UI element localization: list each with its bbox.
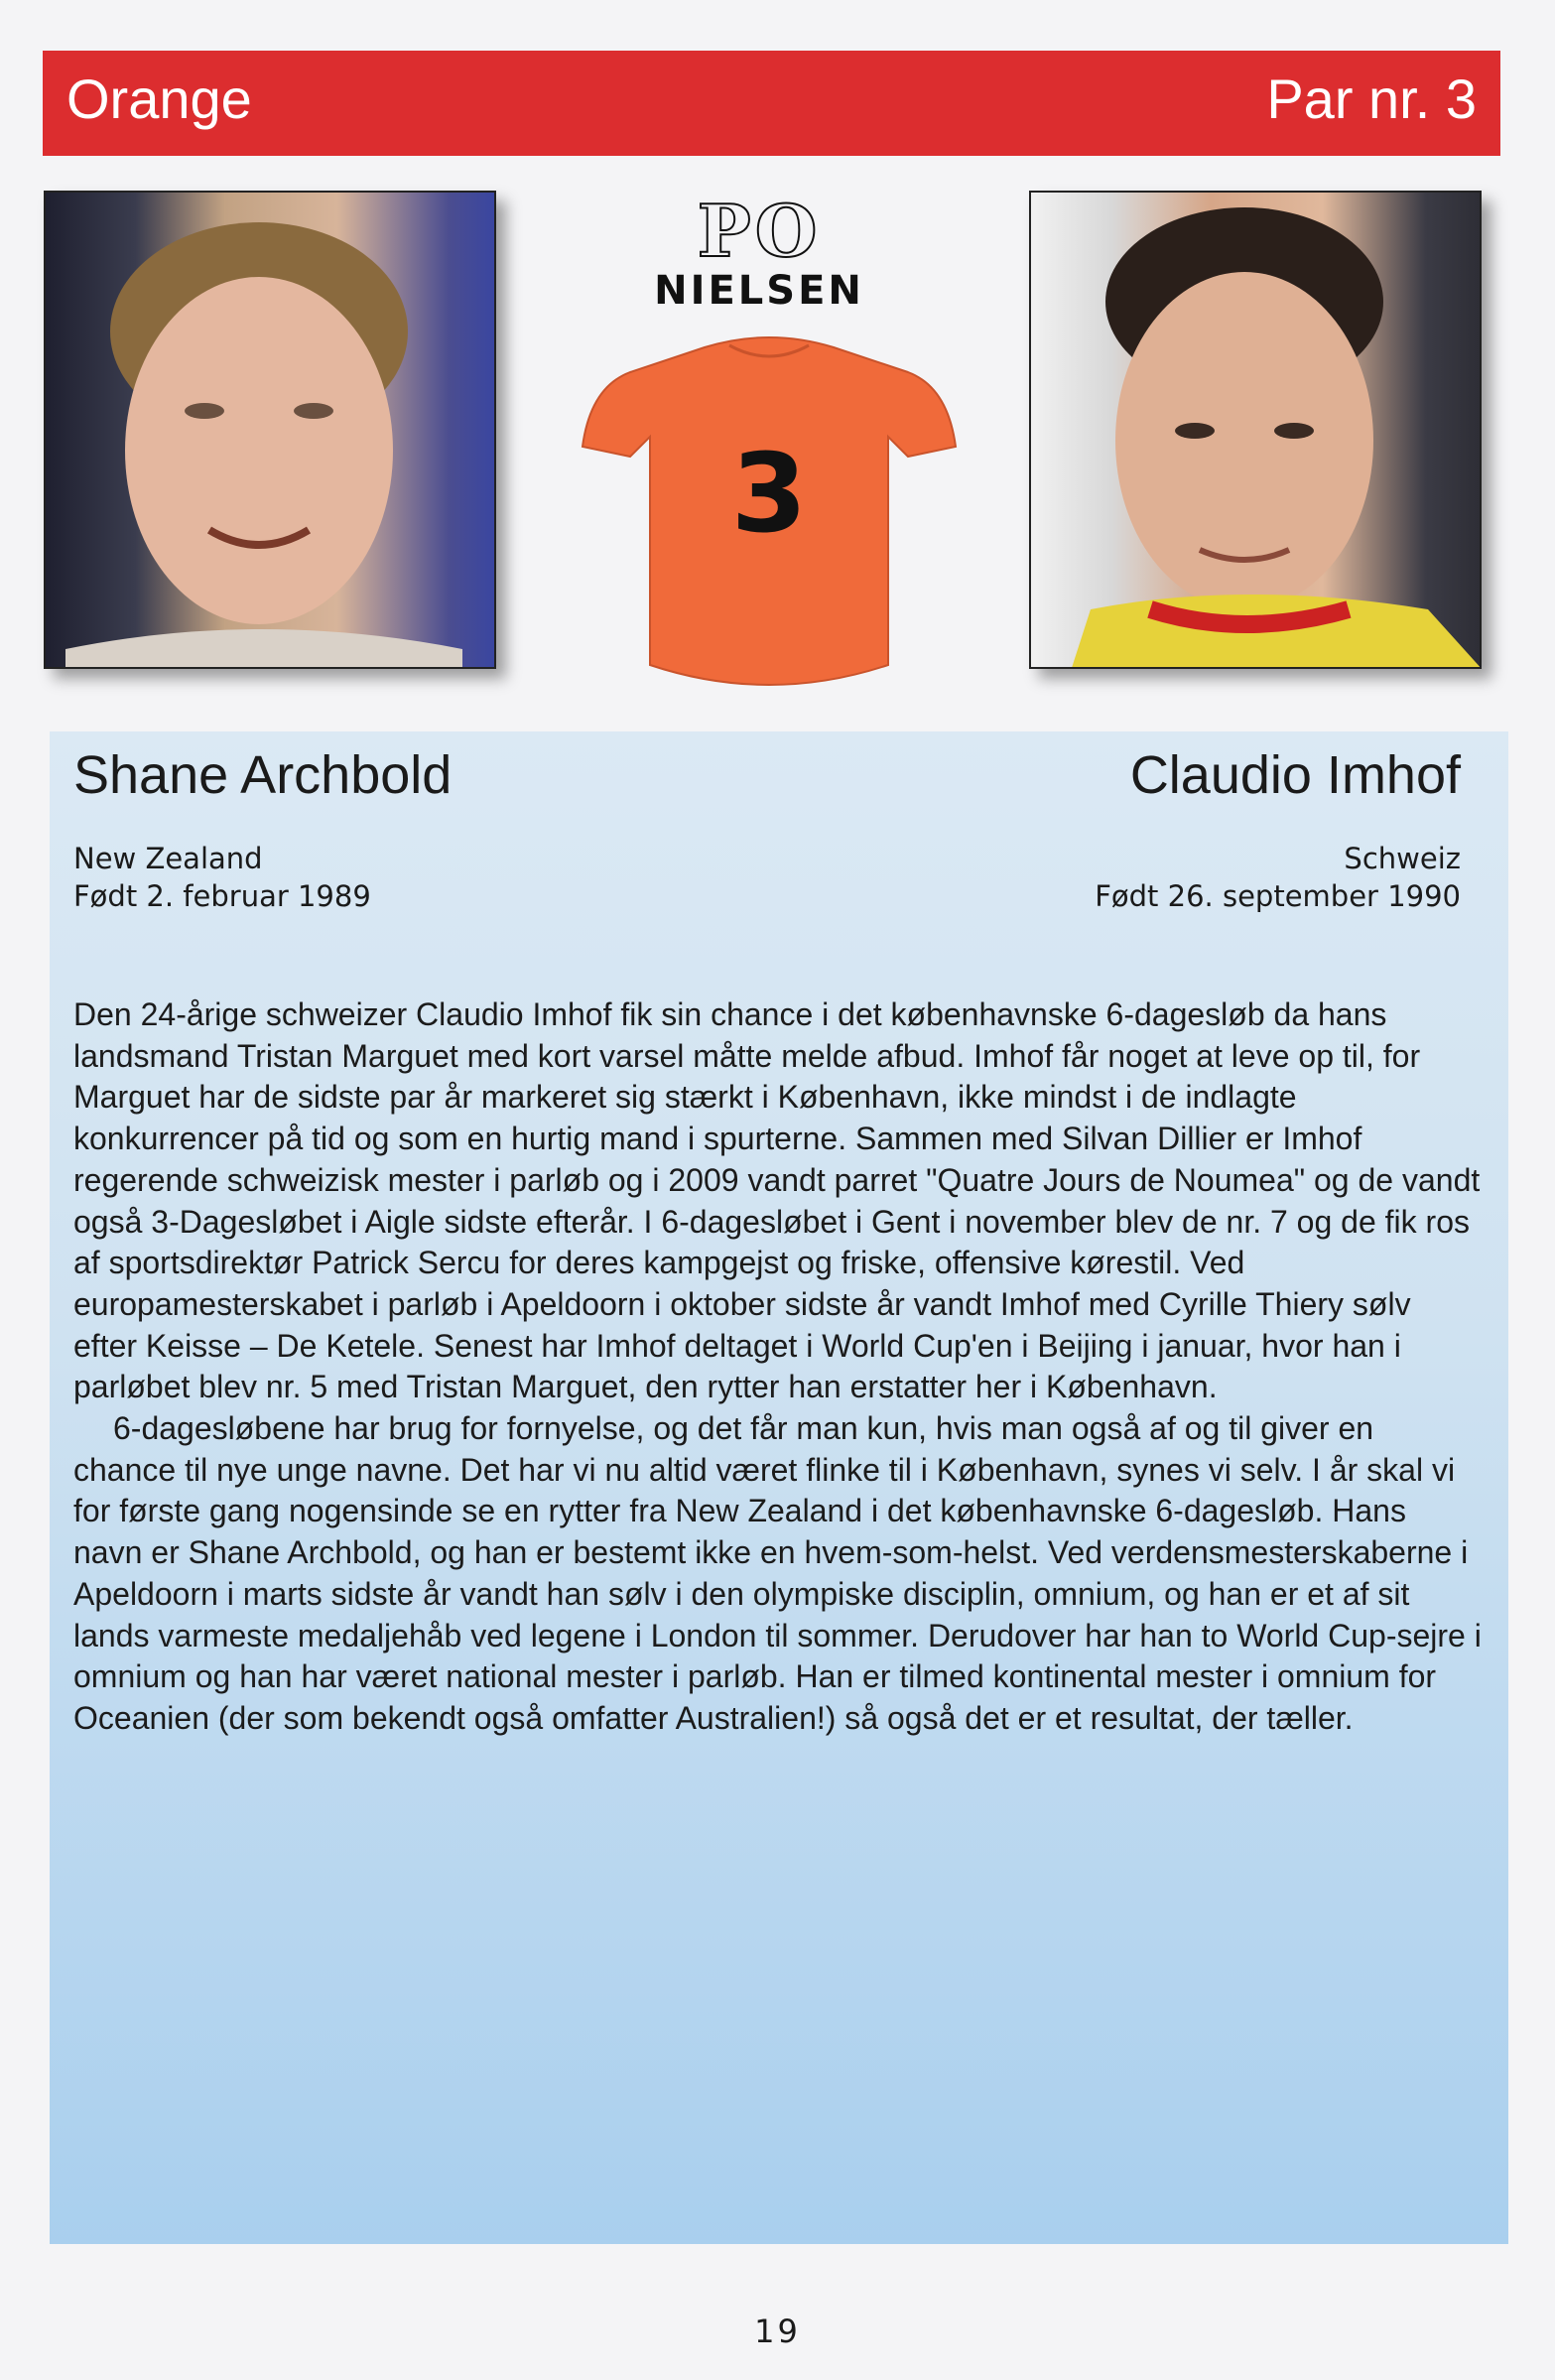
- rider-country-right: Schweiz: [1344, 842, 1461, 875]
- rider-name-left: Shane Archbold: [73, 745, 453, 805]
- preben-nielsen-logo: [615, 189, 903, 314]
- rider-info-left: [73, 840, 371, 915]
- rider-info-right: [1095, 840, 1461, 915]
- logo-mark: PO: [697, 189, 822, 273]
- jersey-illustration: [581, 328, 958, 695]
- page-number: 19: [754, 2313, 801, 2350]
- article-paragraph-1: Den 24-årige schweizer Claudio Imhof fik sin chance i det københavnske 6-dagesløb da hans landsmand Tristan Marguet med kort varsel måtte melde afbud. Imhof får noget at leve op til, for Marguet har de sidste par år markeret sig stærkt i København, ikke mindst i de indlagte konkurrencer på tid og som en hurtig mand i spurterne. Sammen med Silvan Dillier er Imhof regerende schweizisk mester i parløb og i 2009 vandt parret "Quatre Jours de Noumea" og de vandt også 3-Dagesløbet i Aigle sidste efterår. I 6-dagesløbet i Gent i november blev de nr. 7 og de fik ros af sportsdirektør Patrick Sercu for deres kampgejst og friske, offensive kørestil. Ved europamesterskabet i parløb i Apeldoorn i oktober sidste år vandt Imhof med Cyrille Thiery sølv efter Keisse – De Ketele. Senest har Imhof deltaget i World Cup'en i Beijing i januar, hvor han i parløbet blev nr. 5 med Tristan Marguet, den rytter han erstatter her i København.: [73, 996, 1481, 1405]
- rider-photo-left: [44, 191, 496, 669]
- rider-born-right: Født 26. september 1990: [1095, 879, 1461, 913]
- rider-photo-right: [1029, 191, 1482, 669]
- article-body: [73, 994, 1483, 1740]
- rider-name-right: Claudio Imhof: [1129, 745, 1461, 805]
- article-paragraph-2: 6-dagesløbene har brug for fornyelse, og det får man kun, hvis man også af og til giver en chance til nye unge navne. Det har vi nu altid været flinke til i København, synes vi selv. I år skal vi for første gang nogensinde se en rytter fra New Zealand i det københavnske 6-dagesløb. Hans navn er Shane Archbold, og han er bestemt ikke en hvem-som-helst. Ved verdensmesterskaberne i Apeldoorn i marts sidste år vandt han sølv i den olympiske disciplin, omnium, og han er et af sit lands varmeste medaljehåb ved legene i London til sommer. Derudover har han to World Cup-sejre i omnium og han har været national mester i parløb. Han er tilmed kontinental mester i omnium for Oceanien (der som bekendt også omfatter Australien!) så også det er et resultat, der tæller.: [73, 1410, 1482, 1736]
- pair-number: Par nr. 3: [1266, 67, 1477, 130]
- rider-born-left: Født 2. februar 1989: [73, 879, 371, 913]
- jersey-number: 3: [730, 430, 808, 557]
- team-header-bar: [43, 51, 1500, 156]
- team-name: Orange: [66, 67, 252, 130]
- logo-brand: NIELSEN: [654, 268, 864, 314]
- rider-country-left: New Zealand: [73, 842, 263, 875]
